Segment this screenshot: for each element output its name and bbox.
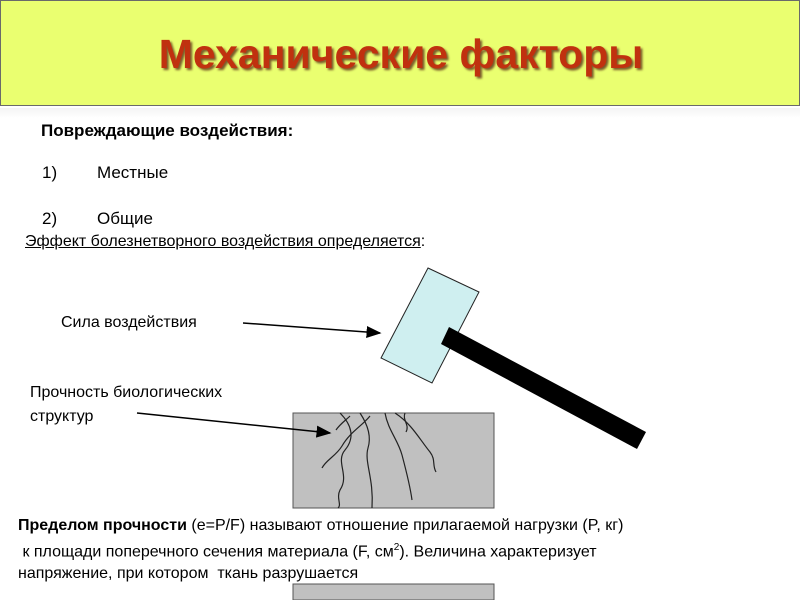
tissue-block-lower <box>293 584 494 600</box>
definition-line-2 <box>18 537 793 563</box>
definition-superscript: 2 <box>393 542 400 553</box>
definition-line2-pre: к площади поперечного сечения материала (F, см <box>18 543 394 561</box>
strength-label-line2: структур <box>30 408 94 425</box>
list-item-number: 2) <box>42 209 58 228</box>
definition-paragraph <box>18 515 793 585</box>
force-arrow <box>243 323 380 333</box>
list-item-number: 1) <box>42 163 58 182</box>
definition-term: Пределом прочности <box>18 517 187 534</box>
definition-line1-rest: (e=P/F) называют отношение прилагаемой нагрузки (P, кг) <box>186 517 624 534</box>
list-item-label: Местные <box>97 163 169 182</box>
effect-heading-text: Эффект болезнетворного воздействия определяется <box>25 233 421 250</box>
strength-label-line1: Прочность биологических <box>30 384 223 401</box>
damage-heading: Повреждающие воздействия: <box>41 121 294 140</box>
force-label: Сила воздействия <box>61 314 197 331</box>
tissue-block <box>293 413 494 508</box>
definition-line2-post: ). Величина характеризует <box>399 543 597 561</box>
definition-line-3: напряжение, при котором ткань разрушается <box>18 565 359 583</box>
hammer-head <box>381 268 479 383</box>
list-item-label: Общие <box>97 209 153 228</box>
definition-line-1 <box>18 515 793 537</box>
effect-heading-colon: : <box>420 233 426 250</box>
slide-title: Механические факторы <box>158 31 644 77</box>
